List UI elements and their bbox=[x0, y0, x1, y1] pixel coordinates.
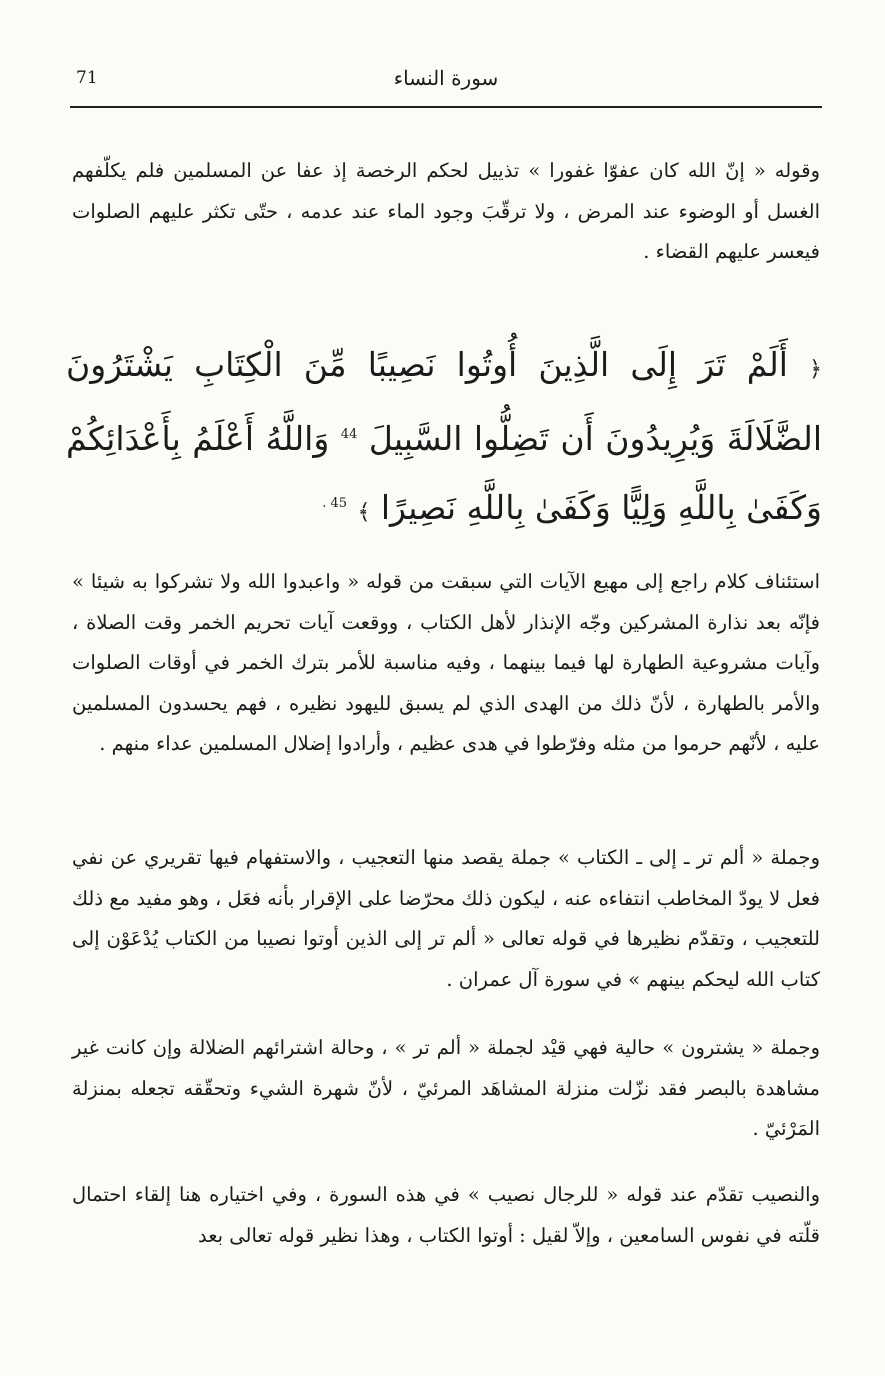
paragraph-1: وقوله « إنّ الله كان عفوّا غفورا » تذييل لحكم الرخصة إذ عفا عن المسلمين فلم يكلّفهم الغسل أو الوضوء عند المرض ، ولا ترقّبَ وجود الماء عند عدمه ، حتّى تكثر عليهم الصلوات فيعسر عليهم القضاء . bbox=[72, 159, 820, 263]
paragraph-3: وجملة « ألم تر ـ إلى ـ الكتاب » جملة يقصد منها التعجيب ، والاستفهام فيها تقريري عن نفي فعل لا يودّ المخاطب انتفاءه عنه ، ليكون ذلك محرّضا على الإقرار بأنه فعَل ، وهو مفيد مع ذلك للتعجيب ، وتقدّم نظيرها في قوله تعالى « ألم تر إلى الذين أوتوا نصيبا من الكتاب يُدْعَوْن إلى كتاب الله ليحكم بينهم » في سورة آل عمران . bbox=[72, 846, 820, 991]
verse-number-44: 44 bbox=[340, 427, 358, 442]
verse-text-part-2: وَاللَّهُ أَعْلَمُ بِأَعْدَائِكُمْ وَكَفَىٰ بِاللَّهِ وَلِيًّا وَكَفَىٰ بِاللَّهِ نَصِيرًا bbox=[66, 419, 822, 527]
page-number: 71 bbox=[76, 68, 98, 88]
running-title: سورة النساء bbox=[393, 66, 499, 90]
verse-text-part-1: أَلَمْ تَرَ إِلَى الَّذِينَ أُوتُوا نَصِيبًا مِّنَ الْكِتَابِ يَشْتَرُونَ الضَّلَالَةَ وَيُرِيدُونَ أَن تَضِلُّوا السَّبِيلَ bbox=[66, 345, 822, 458]
header-rule bbox=[70, 106, 822, 108]
verse-close-bracket: ﴾ bbox=[357, 500, 371, 525]
verse-open-bracket: ﴿ bbox=[809, 357, 822, 382]
quran-verse bbox=[66, 332, 822, 545]
paragraph-4: وجملة « يشترون » حالية فهي قيْد لجملة « ألم تر » ، وحالة اشترائهم الضلالة وإن كانت غير مشاهدة بالبصر فقد نزّلت منزلة المشاهَد المرئيّ ، لأنّ شهرة الشيء وتحقّقه تجعله بمنزلة المَرْئيّ . bbox=[72, 1036, 820, 1140]
page-header bbox=[70, 58, 822, 98]
paragraph-2: استئناف كلام راجع إلى مهيع الآيات التي سبقت من قوله « واعبدوا الله ولا تشركوا به شيئا » فإنّه بعد نذارة المشركين وجّه الإنذار لأهل الكتاب ، ووقعت آيات تحريم الخمر وقت الصلاة ، وآيات مشروعية الطهارة لها فيما بينهما ، وفيه مناسبة للأمر بترك الخمر في أوقات الصلوات والأمر بالطهارة ، لأنّ ذلك من الهدى الذي لم يسبق لليهود نظيره ، فهم يحسدون المسلمين عليه ، لأنّهم حرموا من مثله وفرّطوا في هدى عظيم ، وأرادوا إضلال المسلمين عداء منهم . bbox=[72, 570, 820, 755]
paragraph-5: والنصيب تقدّم عند قوله « للرجال نصيب » في هذه السورة ، وفي اختياره هنا إلقاء احتمال قلّته في نفوس السامعين ، وإلاّ لقيل : أوتوا الكتاب ، وهذا نظير قوله تعالى بعد bbox=[72, 1183, 820, 1247]
verse-number-45: 45 . bbox=[322, 496, 347, 511]
